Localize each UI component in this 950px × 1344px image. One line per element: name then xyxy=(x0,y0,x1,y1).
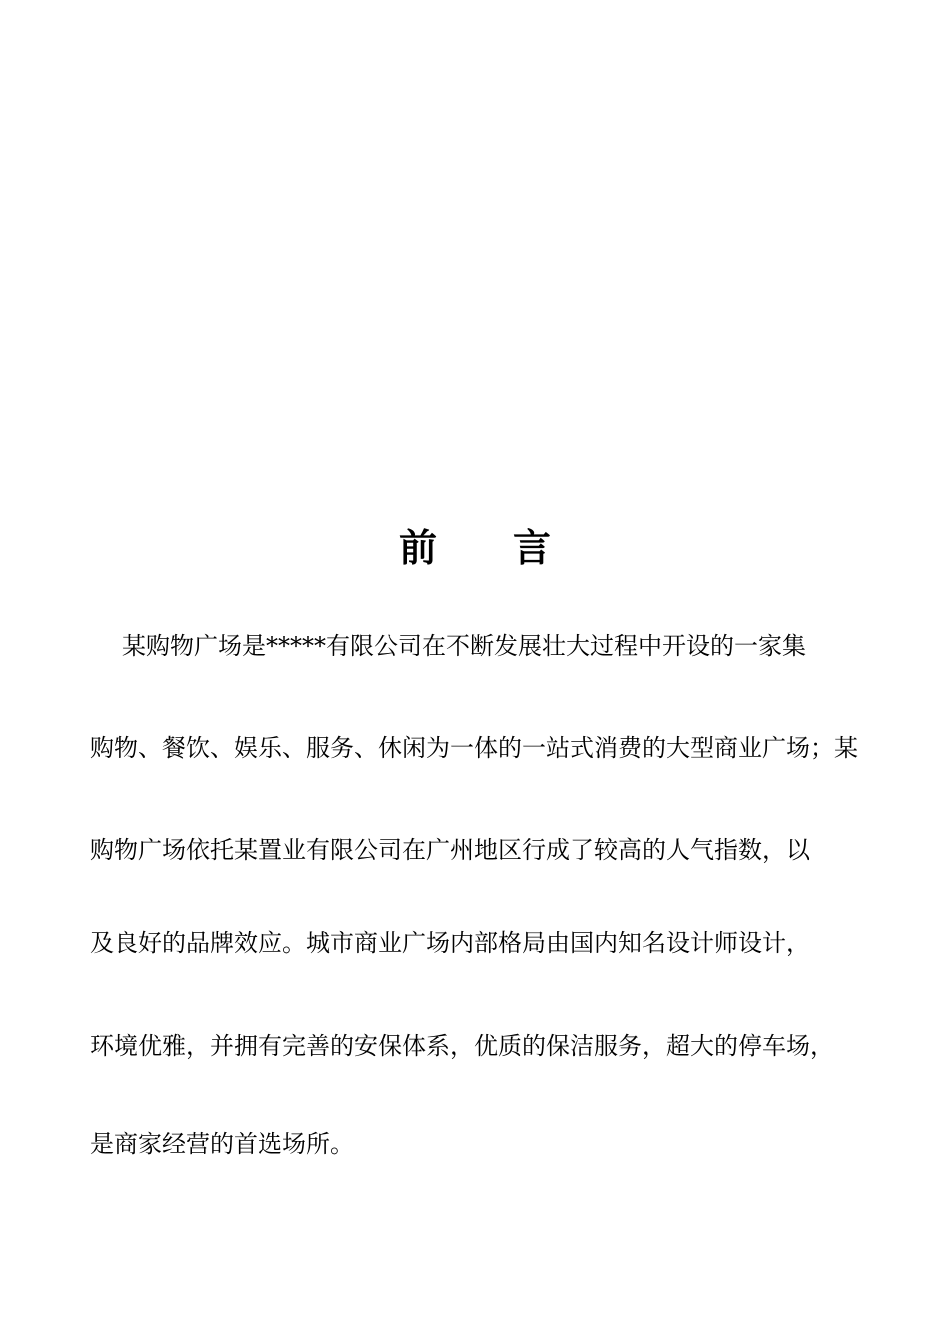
paragraph-line-6: 是商家经营的首选场所。 xyxy=(90,1130,354,1158)
paragraph-line-1: 某购物广场是*****有限公司在不断发展壮大过程中开设的一家集 xyxy=(122,632,806,660)
paragraph-line-5: 环境优雅，并拥有完善的安保体系，优质的保洁服务，超大的停车场， xyxy=(90,1032,834,1060)
paragraph-line-3: 购物广场依托某置业有限公司在广州地区行成了较高的人气指数，以 xyxy=(90,836,810,864)
paragraph-line-2: 购物、餐饮、娱乐、服务、休闲为一体的一站式消费的大型商业广场；某 xyxy=(90,734,858,762)
paragraph-line-4: 及良好的品牌效应。城市商业广场内部格局由国内知名设计师设计， xyxy=(90,929,810,957)
page-title: 前言 xyxy=(398,526,627,570)
